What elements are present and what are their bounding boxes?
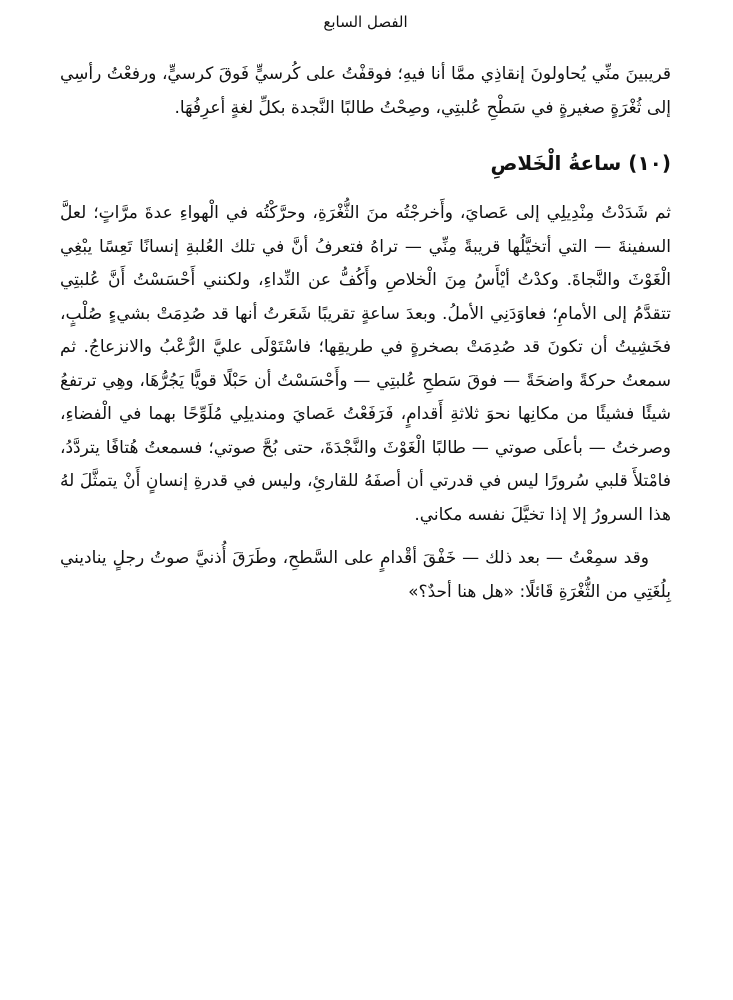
body-paragraph-1: ثم شَدَدْتُ مِنْدِيلِي إلى عَصايَ، وأَخرجْتُه منَ الثُّغْرَةِ، وحرَّكْتُه في الْهواءِ عدةَ مرَّاتٍ؛ لعلَّ السفينةَ — التي أتخيَّلُها قريبةً مِنِّي — تراهُ فتعرفُ أنَّ في تلك العُلبةِ إنسانًا تَعِسًا يبْغِي الْغَوْثَ والنَّجاةَ. وكدْتُ أيْأَسُ مِنَ الْخلاصِ وأَكُفُّ عن النِّداءِ، ولكنني أَحْسَسْتُ أَنَّ عُلبتِي تتقدَّمُ إلى الأمامِ؛ فعاوَدَنِي الأملُ. وبعدَ ساعةٍ تقريبًا شَعَرتُ أنها قد صُدِمَتْ بشيءٍ صُلْبٍ، فخَشِيتُ أن تكونَ قد صُدِمَتْ بصخرةٍ في طريقِها؛ فاسْتَوْلَى عليَّ الرُّعْبُ والانزعاجُ. ثم سمعتُ حركةً واضحَةً — فوقَ سَطحِ عُلبتِي — وأَحْسَسْتُ أن حَبْلًا قويًّا يَجُرُّهَا، وهِي ترتفعُ شيئًا فشيئًا من مكانِها نحوَ ثلاثةِ أَقدامٍ، فَرَفَعْتُ عَصايَ ومنديلِي مُلَوِّحًا بهما في الْفضاءِ، وصرختُ — بأعلَى صوتي — طالبًا الْغَوْثَ والنَّجْدَةَ، حتى بُحَّ صوتي؛ فسمعتُ هُتافًا يتردَّدُ، فامْتلأَ قلبي سُرورًا ليس في قدرتي أن أصفَهُ للقارئِ، وليس في قدرةِ إنسانٍ أَنْ يتمثَّلَ لهُ هذا السرورُ إلا إذا تخيَّلَ نفسه مكاني. <box>60 203 671 525</box>
section-heading: (١٠) ساعةُ الْخَلاصِ <box>490 151 671 175</box>
intro-paragraph: قريبينَ منِّي يُحاولونَ إنقاذِي ممَّا أنا فيهِ؛ فوقفْتُ على كُرسيٍّ فَوقَ كرسيٍّ، ورفعْتُ رأسِي إلى ثُغْرَةٍ صغيرةٍ في سَطْحِ عُلبتِي، وصِحْتُ طالبًا النَّجدة بكلِّ لغةٍ أعرِفُهَا. <box>60 64 671 118</box>
body-paragraph-2: وقد سمِعْتُ — بعد ذلك — خَفْقَ أقْدامٍ على السَّطحِ، وطَرَقَ أُذنيَّ صوتُ رجلٍ يناديني بِلُغَتِي من الثُّغْرَةِ قَائلًا: «هل هنا أحدٌ؟» <box>60 548 671 602</box>
running-header: الفصل السابع <box>323 13 408 31</box>
